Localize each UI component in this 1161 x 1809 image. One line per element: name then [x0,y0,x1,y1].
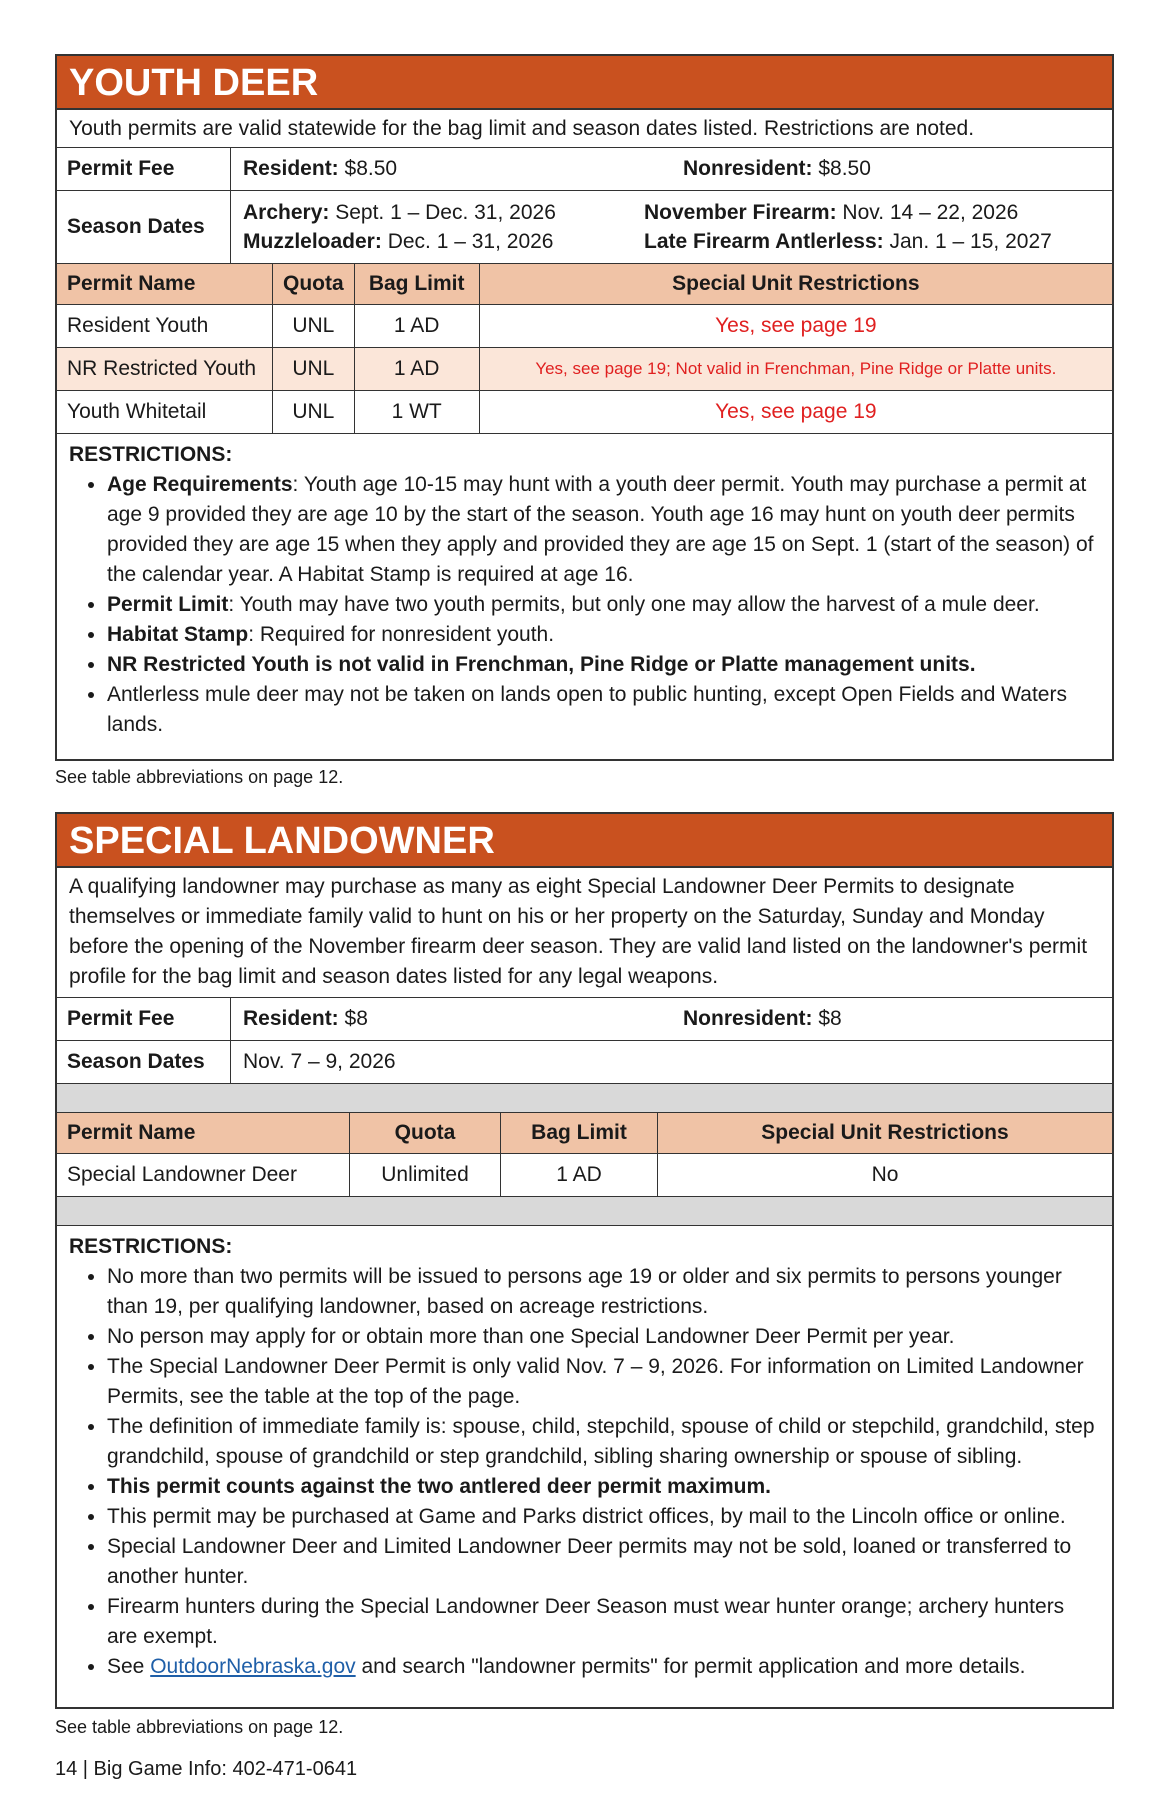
youth-deer-section [55,54,1114,761]
late-firearm-dates: Jan. 1 – 15, 2027 [889,230,1052,253]
list-item: • Age Requirements: Youth age 10-15 may hunt with a youth deer permit. Youth may purchase a permit at age 9 provided they are age 10 by the start of the season. Youth age 16 may hunt on youth deer permits provided they are age 15 when they apply and provided they are age 15 on Sept. 1 (start of the season) of the calendar year. A Habitat Stamp is required at age 16. [107,470,1100,590]
list-item: • The Special Landowner Deer Permit is only valid Nov. 7 – 9, 2026. For information on Limited Landowner Permits, see the table at the top of the page. [107,1352,1100,1412]
special-landowner-intro: A qualifying landowner may purchase as many as eight Special Landowner Deer Permits to designate themselves or immediate family valid to hunt on his or her property on the Saturday, Sunday and Monday before the opening of the November firearm deer season. They are valid land listed on the landowner's permit profile for the bag limit and season dates listed for any legal weapons. [57,868,1112,998]
list-item: • Special Landowner Deer and Limited Landowner Deer permits may not be sold, loaned or transferred to another hunter. [107,1532,1100,1592]
restrictions-heading: RESTRICTIONS: [69,443,233,466]
col-quota: Quota [273,264,355,305]
youth-fee-row [57,148,1112,191]
special-landowner-section [55,812,1114,1709]
resident-fee: $8.50 [344,157,398,180]
youth-restrictions [57,434,1112,746]
col-bag-limit: Bag Limit [501,1113,658,1154]
list-item: • Firearm hunters during the Special Landowner Deer Season must wear hunter orange; archery hunters are exempt. [107,1592,1100,1652]
list-item: • This permit counts against the two antlered deer permit maximum. [107,1472,1100,1502]
landowner-fee-row [57,998,1112,1041]
landowner-restrictions [57,1226,1112,1688]
list-item: • No person may apply for or obtain more than one Special Landowner Deer Permit per year. [107,1322,1100,1352]
season-dates: Nov. 7 – 9, 2026 [243,1050,396,1073]
late-firearm-label: Late Firearm Antlerless: [644,230,884,253]
muzzleloader-dates: Dec. 1 – 31, 2026 [387,230,554,253]
nonresident-label: Nonresident: [683,1007,813,1030]
list-item: • Permit Limit: Youth may have two youth permits, but only one may allow the harvest of a mule deer. [107,590,1100,620]
col-permit-name: Permit Name [57,264,273,305]
resident-label: Resident: [243,157,339,180]
abbreviations-note: See table abbreviations on page 12. [55,1717,344,1737]
list-item: • Habitat Stamp: Required for nonresident youth. [107,620,1100,650]
spacer-bar [57,1197,1112,1226]
outdoor-nebraska-link[interactable]: OutdoorNebraska.gov [150,1655,356,1678]
page-footer: 14 | Big Game Info: 402-471-0641 [55,1758,358,1780]
season-label: Season Dates [57,191,231,263]
table-row: Special Landowner Deer Unlimited 1 AD No [57,1154,1112,1197]
landowner-permit-table [57,1113,1112,1197]
table-row: NR Restricted Youth UNL 1 AD Yes, see page 19; Not valid in Frenchman, Pine Ridge or Platte units. [57,348,1112,391]
november-firearm-label: November Firearm: [644,201,837,224]
november-firearm-dates: Nov. 14 – 22, 2026 [842,201,1019,224]
table-row: Resident Youth UNL 1 AD Yes, see page 19 [57,305,1112,348]
list-item: • NR Restricted Youth is not valid in Frenchman, Pine Ridge or Platte management units. [107,650,1100,680]
archery-dates: Sept. 1 – Dec. 31, 2026 [335,201,556,224]
col-special-unit-restrictions: Special Unit Restrictions [658,1113,1113,1154]
resident-fee: $8 [344,1007,368,1030]
abbreviations-note: See table abbreviations on page 12. [55,767,344,787]
col-bag-limit: Bag Limit [354,264,479,305]
col-quota: Quota [350,1113,501,1154]
col-permit-name: Permit Name [57,1113,350,1154]
fee-label: Permit Fee [57,148,231,190]
youth-permit-table [57,264,1112,434]
restrictions-heading: RESTRICTIONS: [69,1235,233,1258]
table-row: Youth Whitetail UNL 1 WT Yes, see page 19 [57,391,1112,434]
nonresident-fee: $8.50 [818,157,871,180]
list-item: • This permit may be purchased at Game and Parks district offices, by mail to the Lincoln office or online. [107,1502,1100,1532]
resident-label: Resident: [243,1007,339,1030]
list-item: • The definition of immediate family is: spouse, child, stepchild, spouse of child or stepchild, grandchild, step grandchild, spouse of grandchild or step grandchild, sibling sharing ownership or spouse of sibling. [107,1412,1100,1472]
col-special-unit-restrictions: Special Unit Restrictions [479,264,1112,305]
muzzleloader-label: Muzzleloader: [243,230,382,253]
spacer-bar [57,1084,1112,1113]
list-item: • No more than two permits will be issued to persons age 19 or older and six permits to persons younger than 19, per qualifying landowner, based on acreage restrictions. [107,1262,1100,1322]
youth-season-row [57,191,1112,264]
nonresident-fee: $8 [818,1007,842,1030]
landowner-season-row [57,1041,1112,1084]
list-item: • See OutdoorNebraska.gov and search "landowner permits" for permit application and more details. [107,1652,1100,1682]
youth-deer-intro: Youth permits are valid statewide for the bag limit and season dates listed. Restrictions are noted. [57,110,1112,148]
nonresident-label: Nonresident: [683,157,813,180]
youth-deer-title: YOUTH DEER [57,56,1112,110]
archery-label: Archery: [243,201,330,224]
special-landowner-title: SPECIAL LANDOWNER [57,814,1112,868]
list-item: • Antlerless mule deer may not be taken on lands open to public hunting, except Open Fields and Waters lands. [107,680,1100,740]
season-label: Season Dates [57,1041,231,1083]
fee-label: Permit Fee [57,998,231,1040]
